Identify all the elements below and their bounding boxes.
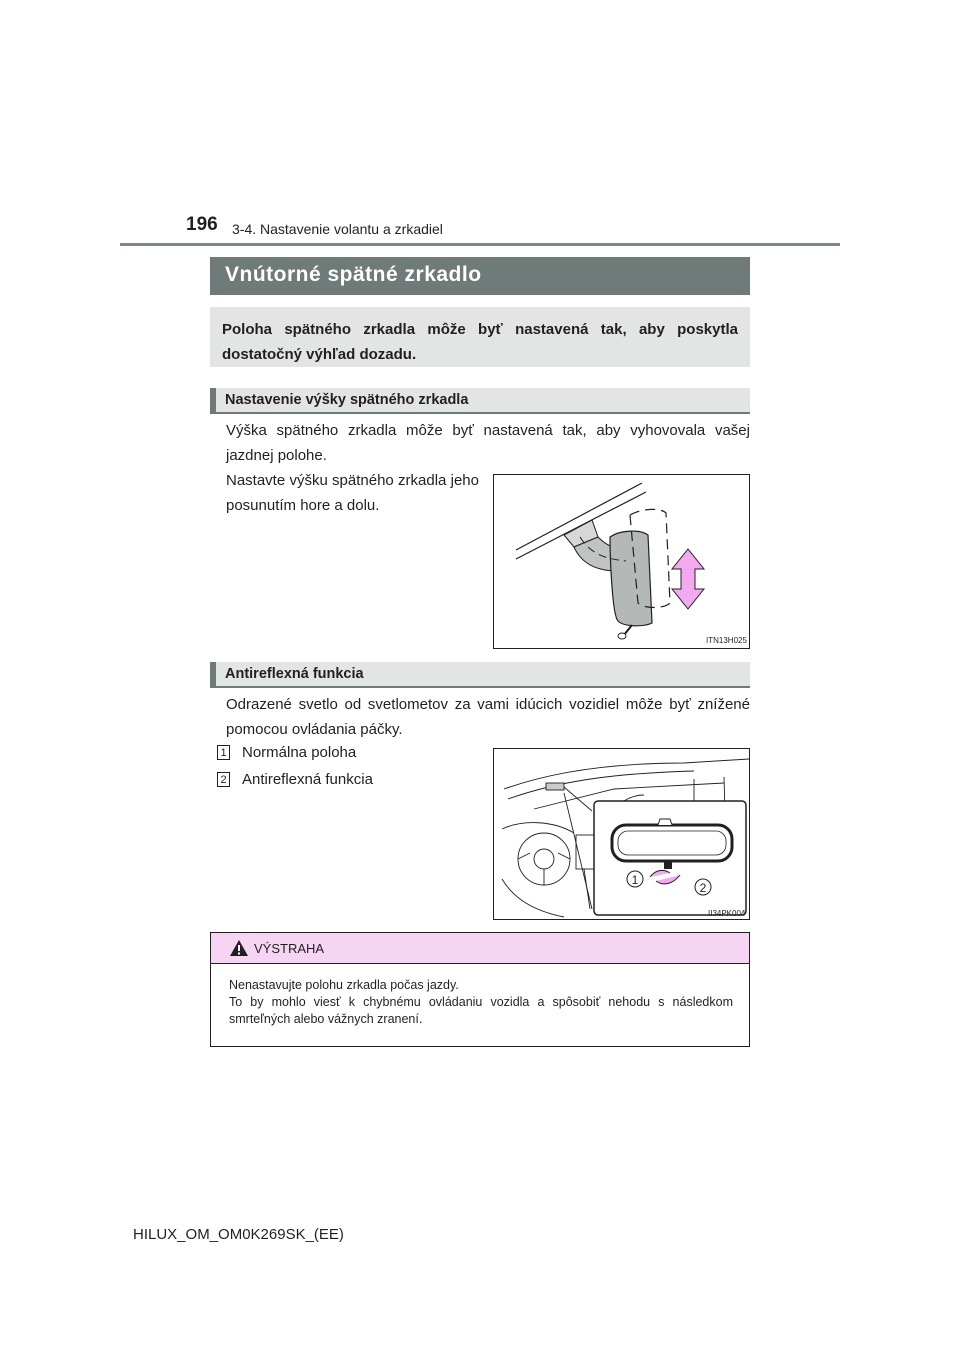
car-interior-illustration <box>494 749 749 919</box>
intro-box <box>210 307 750 367</box>
height-section-heading <box>210 388 750 414</box>
intro-text: Poloha spätného zrkadla môže byť nastavená tak, aby poskytla dostatočný výhľad dozadu. <box>222 321 738 363</box>
height-heading-text: Nastavenie výšky spätného zrkadla <box>225 392 469 408</box>
document-footer: HILUX_OM_OM0K269SK_(EE) <box>133 1226 344 1243</box>
antiglare-paragraph: Odrazené svetlo od svetlometov za vami idúcich vozidiel môže byť znížené pomocou ovládania páčky. <box>226 696 750 738</box>
page-number: 196 <box>186 214 218 235</box>
antiglare-heading-text: Antireflexná funkcia <box>225 666 364 682</box>
antiglare-figure <box>493 748 750 920</box>
warning-box <box>210 932 750 1047</box>
list-item-normal-position: Normálna poloha <box>242 744 357 761</box>
warning-triangle-icon <box>229 939 249 957</box>
callout-2: 2 <box>699 881 707 895</box>
warning-line-2: To by mohlo viesť k chybnému ovládaniu vozidla a spôsobiť nehodu s následkom smrteľných alebo vážnych zranení. <box>229 995 733 1026</box>
height-paragraph-1: Výška spätného zrkadla môže byť nastavená tak, aby vyhovovala vašej jazdnej polohe. <box>226 422 750 464</box>
list-number-2: 2 <box>217 772 230 787</box>
warning-title: VÝSTRAHA <box>254 941 325 956</box>
callout-1: 1 <box>631 873 639 887</box>
page-title-band <box>210 257 750 295</box>
heading-accent-bar <box>210 662 216 686</box>
list-number-1: 1 <box>217 745 230 760</box>
warning-body <box>229 977 733 1028</box>
list-item-antiglare: Antireflexná funkcia <box>242 771 373 788</box>
figure-code-antiglare: II34PK004 <box>708 909 746 918</box>
mirror-height-illustration <box>494 475 749 648</box>
height-paragraph-2: Nastavte výšku spätného zrkadla jeho posunutím hore a dolu. <box>226 472 479 514</box>
section-header: 3-4. Nastavenie volantu a zrkadiel <box>232 221 443 237</box>
page-title: Vnútorné spätné zrkadlo <box>225 263 482 286</box>
warning-header <box>211 933 749 964</box>
warning-line-1: Nenastavujte polohu zrkadla počas jazdy. <box>229 978 459 992</box>
header-divider <box>120 243 840 246</box>
heading-accent-bar <box>210 388 216 412</box>
antiglare-section-heading <box>210 662 750 688</box>
mirror-height-figure <box>493 474 750 649</box>
figure-code-height: ITN13H025 <box>706 636 747 645</box>
